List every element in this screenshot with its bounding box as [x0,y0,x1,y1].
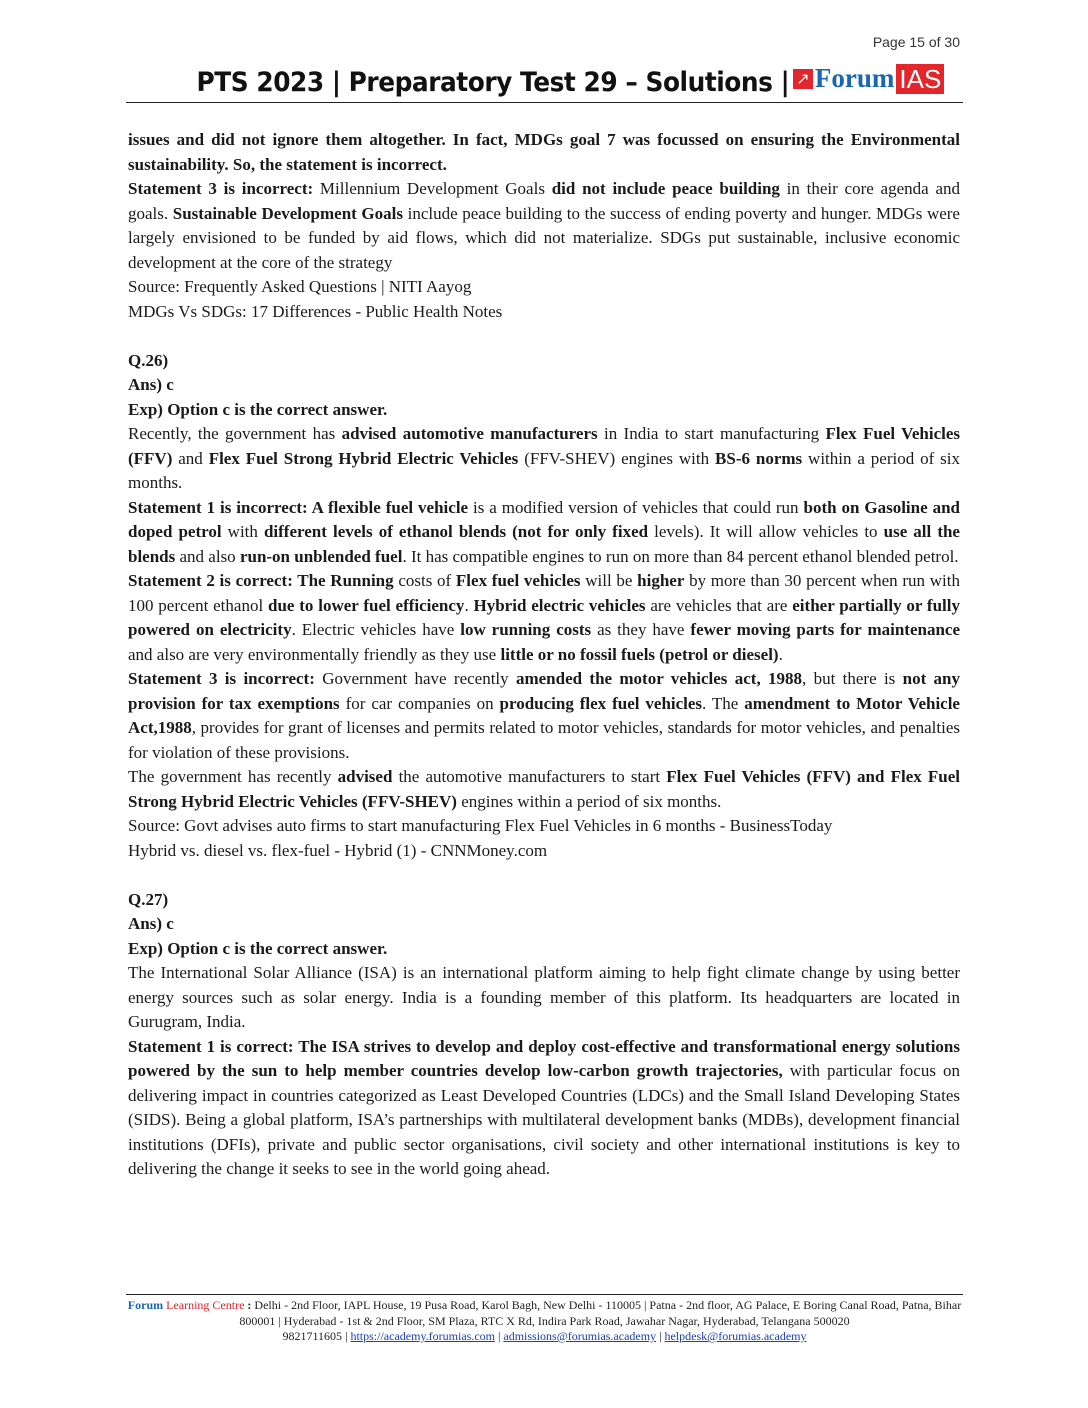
paragraph [128,496,960,570]
text: with particular focus on delivering impact in countries categorized as Least Developed Countries (LDCs) and the Small Island Developing States (SIDS). Being a global platform, ISA’s partnerships with multilateral development banks (MDBs), development financial institutions (DFIs), private and public sector organisations, civil society and other international institutions is key to delivering the change it seeks to see in the world going ahead. [128,1061,960,1178]
bold-text: higher [637,571,685,590]
text: is a modified version of vehicles that could run [468,497,804,517]
paragraph [128,569,960,667]
bold-text: either partially or fully powered on electricity [128,595,960,639]
text: Recently, the government has [128,424,342,443]
bold-text: use all the blends [128,522,960,566]
separator: | [494,1329,504,1343]
bold-text: not any provision for tax exemptions [128,669,961,713]
bold-text: Q.27) [128,889,169,909]
bold-text: Flex Fuel Strong Hybrid Electric Vehicles [208,448,519,468]
paragraph [128,373,960,398]
paragraph [128,765,960,814]
helpdesk-email-link[interactable]: helpdesk@forumias.academy [664,1329,807,1343]
text: , but there is [802,669,903,688]
text: Millennium Development Goals [313,179,552,198]
bold-text: Ans) c [128,375,174,394]
page-number: Page 15 of 30 [872,34,960,50]
text: and also are very environmentally friendly as they use [128,644,501,664]
text: are vehicles that are [645,595,793,615]
paragraph [128,300,960,325]
bold-text: Exp) Option c is the correct answer. [128,399,388,419]
arrow-icon: ↗ [793,69,813,89]
bold-text: Statement 3 is incorrect: [128,669,315,688]
text: and also [175,546,240,566]
text: within a period of six months. [128,448,961,492]
blank-line [128,863,960,888]
document-body [128,128,960,1182]
bold-text: amended the motor vehicles act, 1988 [515,669,803,688]
bold-text: advised [337,767,393,786]
bold-text: issues and did not ignore them altogether. In fact, MDGs goal 7 was focussed on ensuring the Environmental sustainability. So, the statement is incorrect. [128,130,960,174]
paragraph [128,912,960,937]
page-footer [126,1294,963,1345]
bold-text: Exp) Option c is the correct answer. [128,938,388,958]
admissions-email-link[interactable]: admissions@forumias.academy [503,1329,657,1343]
bold-text: low running costs [460,620,592,639]
text: in India to start manufacturing [597,424,826,443]
paragraph [128,937,960,962]
text: Source: Frequently Asked Questions | NITI Aayog [128,277,472,296]
text: with [221,522,264,541]
bold-text: Statement 2 is correct: The Running [128,571,394,590]
bold-text: both on Gasoline and doped petrol [128,497,960,541]
footer-colon: : [244,1298,255,1312]
text: MDGs Vs SDGs: 17 Differences - Public Health Notes [128,301,503,321]
paragraph [128,128,960,177]
blank-line [128,324,960,349]
text: engines within a period of six months. [456,791,722,811]
bold-text: amendment to Motor Vehicle Act,1988 [128,693,960,737]
text: , provides for grant of licenses and permits related to motor vehicles, standards for motor vehicles, and penalties for violation of these provisions. [128,718,960,762]
logo-forum-text: Forum [814,63,895,93]
paragraph [128,814,960,839]
text: Government have recently [314,669,516,688]
footer-brand-centre: Learning Centre [163,1298,245,1312]
text: levels). It will allow vehicles to [648,522,884,541]
document-title: PTS 2023 | Preparatory Test 29 – Solutions | [196,67,789,98]
text: Source: Govt advises auto firms to start manufacturing Flex Fuel Vehicles in 6 months - BusinessToday [128,816,833,835]
text: include peace building to the success of ending poverty and hunger. MDGs were largely envisioned to be funded by aid flows, which did not materialize. SDGs put sustainable, inclusive economic development at the core of the strategy [128,203,960,272]
paragraph [128,888,960,913]
bold-text: little or no fossil fuels (petrol or diesel) [500,644,779,664]
separator: | [342,1329,351,1343]
bold-text: run-on unblended fuel [239,546,403,566]
bold-text: due to lower fuel efficiency [268,595,465,615]
bold-text: fewer moving parts for maintenance [690,620,961,639]
text: as they have [591,620,691,639]
footer-brand-forum: Forum [127,1298,164,1312]
bold-text: Ans) c [128,914,174,933]
bold-text: Sustainable Development Goals [172,203,403,223]
text: . [778,644,783,664]
bold-text: Statement 3 is incorrect: [128,179,314,198]
text: by more than 30 percent when run with 100 percent ethanol [128,571,960,615]
text: and [172,448,209,468]
footer-phone: 9821711605 [282,1329,343,1343]
text: The International Solar Alliance (ISA) is an international platform aiming to help fight climate change by using better energy sources such as solar energy. India is a founding member of this platform. Its headquarters are located in Gurugram, India. [128,963,960,1031]
bold-text: did not include peace building [551,179,780,198]
text: . It has compatible engines to run on more than 84 percent ethanol blended petrol. [402,546,959,566]
text: . Electric vehicles have [291,620,461,639]
paragraph [128,177,960,275]
text: (FFV-SHEV) engines with [518,448,716,468]
footer-address: Delhi - 2nd Floor, IAPL House, 19 Pusa Road, Karol Bagh, New Delhi - 110005 | Patna - 2nd floor, AG Palace, E Boring Canal Road, Patna, Bihar 800001 | Hyderabad - 1st & 2nd Floor, SM Plaza, RTC X Rd, Indira Park Road, Jawahar Nagar, Hyderabad, Telangana 500020 [239,1298,962,1328]
paragraph [128,1035,960,1182]
text: will be [580,571,638,590]
bold-text: advised automotive manufacturers [341,424,598,443]
text: Hybrid vs. diesel vs. flex-fuel - Hybrid (1) - CNNMoney.com [128,840,548,860]
text: costs of [393,571,456,590]
paragraph [128,398,960,423]
bold-text: Statement 1 is incorrect: A flexible fuel vehicle [128,497,469,517]
bold-text: Q.26) [128,350,169,370]
bold-text: BS-6 norms [715,448,803,468]
bold-text: Flex Fuel Vehicles (FFV) [128,424,960,468]
bold-text: Statement 1 is correct: The ISA strives to develop and deploy cost-effective and transformational energy solutions powered by the sun to help member countries develop low-carbon growth trajectories, [128,1036,960,1080]
bold-text: different levels of ethanol blends (not for only fixed [263,522,649,541]
text: in their core agenda and goals. [128,179,960,223]
bold-text: producing flex fuel vehicles [499,693,703,713]
paragraph [128,961,960,1035]
paragraph [128,422,960,496]
paragraph [128,275,960,300]
bold-text: Hybrid electric vehicles [473,595,646,615]
forumias-logo [793,63,944,102]
separator: | [656,1329,665,1343]
logo-ias-text: IAS [896,64,944,94]
paragraph [128,839,960,864]
text: the automotive manufacturers to start [392,767,667,786]
paragraph [128,349,960,374]
text: for car companies on [339,693,500,713]
text: . The [702,693,745,713]
paragraph [128,667,960,765]
text: The government has recently [128,767,338,786]
text: . [464,595,474,615]
bold-text: Flex Fuel Vehicles (FFV) and Flex Fuel Strong Hybrid Electric Vehicles (FFV-SHEV) [128,767,960,811]
website-link[interactable]: https://academy.forumias.com [350,1329,495,1343]
bold-text: Flex fuel vehicles [455,571,581,590]
page-header [126,62,963,103]
